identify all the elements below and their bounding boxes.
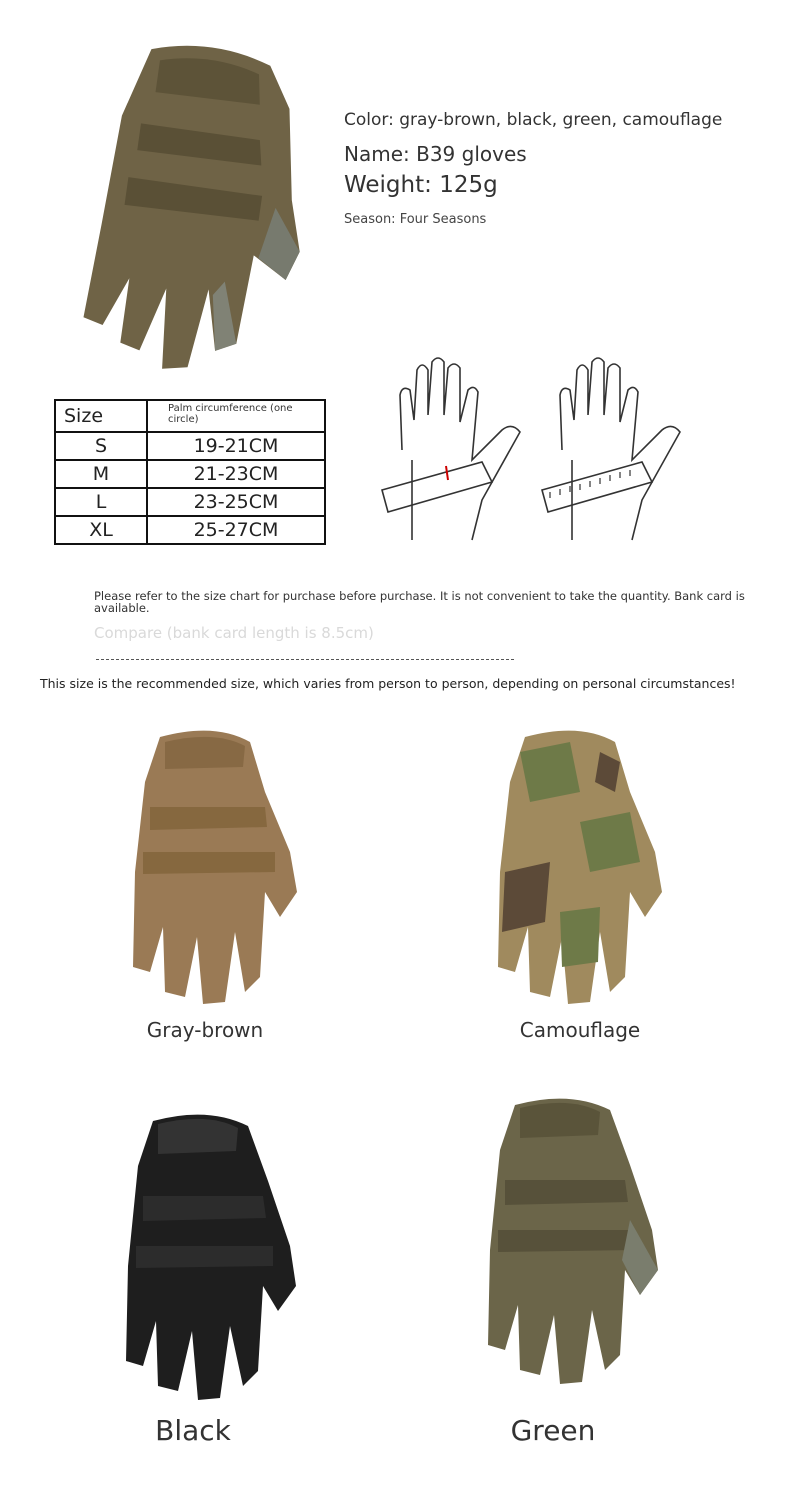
size-cell: M bbox=[55, 460, 147, 488]
caption-black: Black bbox=[155, 1414, 231, 1447]
hand-outline-icon bbox=[382, 358, 520, 540]
range-cell: 25-27CM bbox=[147, 516, 325, 544]
size-cell: L bbox=[55, 488, 147, 516]
range-cell: 19-21CM bbox=[147, 432, 325, 460]
compare-note: Compare (bank card length is 8.5cm) bbox=[94, 624, 374, 642]
size-table bbox=[54, 399, 326, 545]
hand-measure-diagram bbox=[372, 350, 692, 550]
caption-gray-brown: Gray-brown bbox=[146, 1018, 264, 1042]
glove-icon bbox=[78, 35, 326, 385]
purchase-note: Please refer to the size chart for purchase before purchase. It is not convenient to take the quantity. Bank card is available. bbox=[94, 589, 745, 615]
camouflage-glove-image bbox=[490, 722, 670, 1012]
table-row bbox=[55, 432, 325, 460]
caption-green: Green bbox=[510, 1414, 596, 1447]
spec-name: Name: B39 gloves bbox=[344, 142, 527, 166]
range-cell: 21-23CM bbox=[147, 460, 325, 488]
spec-season: Season: Four Seasons bbox=[344, 212, 487, 227]
black-glove-image bbox=[118, 1106, 298, 1406]
spec-weight: Weight: 125g bbox=[344, 172, 498, 198]
glove-icon bbox=[488, 1099, 658, 1384]
size-header: Size bbox=[55, 400, 147, 432]
table-row bbox=[55, 460, 325, 488]
recommended-note: This size is the recommended size, which varies from person to person, depending on personal circumstances! bbox=[40, 676, 736, 691]
table-row bbox=[55, 516, 325, 544]
range-cell: 23-25CM bbox=[147, 488, 325, 516]
glove-icon bbox=[133, 731, 297, 1004]
gray-brown-glove-image bbox=[125, 722, 305, 1012]
divider bbox=[96, 659, 514, 660]
palm-header: Palm circumference (one circle) bbox=[147, 400, 325, 432]
caption-camouflage: Camouflage bbox=[519, 1018, 641, 1042]
glove-icon bbox=[126, 1115, 296, 1400]
green-glove-image bbox=[480, 1090, 660, 1390]
size-table-header bbox=[55, 400, 325, 432]
spec-color: Color: gray-brown, black, green, camouflage bbox=[344, 110, 723, 130]
glove-icon bbox=[498, 731, 662, 1004]
table-row bbox=[55, 488, 325, 516]
size-cell: S bbox=[55, 432, 147, 460]
main-glove-image bbox=[60, 36, 320, 376]
size-cell: XL bbox=[55, 516, 147, 544]
hand-ruler-icon bbox=[542, 358, 680, 540]
